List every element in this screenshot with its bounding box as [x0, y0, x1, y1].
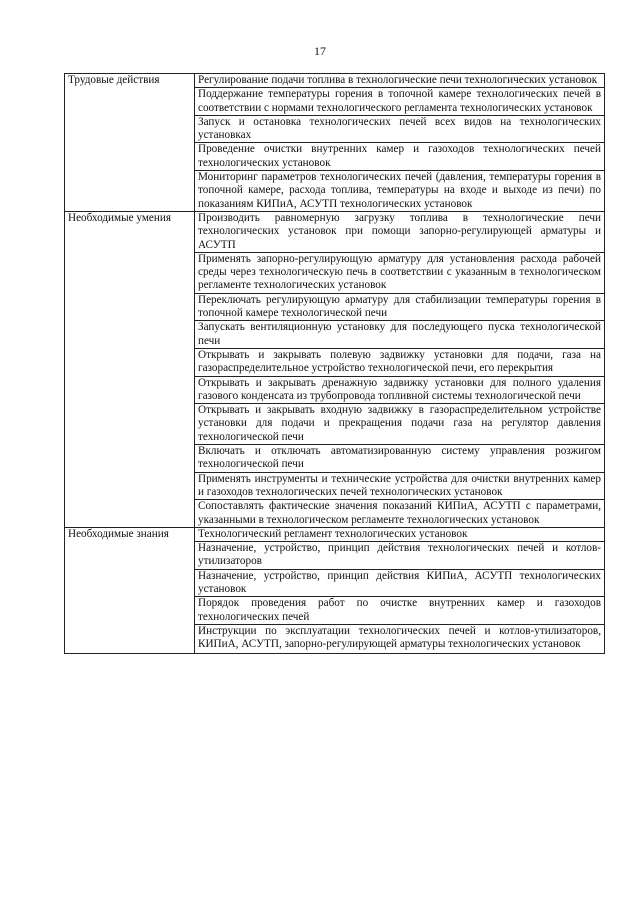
- table-cell: Открывать и закрывать полевую задвижку установки для подачи, газа на газораспределительное устройство технологической печи, его перекрытия: [195, 348, 605, 376]
- section-label-required-skills: Необходимые умения: [65, 211, 195, 527]
- table-cell: Открывать и закрывать входную задвижку в газораспределительном устройстве установки для подачи и прекращения подачи газа на регулятор давления технологической печи: [195, 404, 605, 445]
- table-row: [65, 527, 605, 541]
- table-cell: Инструкции по эксплуатации технологических печей и котлов-утилизаторов, КИПиА, АСУТП, запорно-регулирующей арматуры технологических установок: [195, 624, 605, 654]
- table-cell: Открывать и закрывать дренажную задвижку установки для полного удаления газового конденсата из трубопровода топливной системы технологической печи: [195, 376, 605, 404]
- competency-table: [64, 73, 605, 654]
- table-cell: Сопоставлять фактические значения показаний КИПиА, АСУТП с параметрами, указанными в технологическом регламенте технологических установок: [195, 500, 605, 528]
- table-cell: Мониторинг параметров технологических печей (давления, температуры горения в топочной камере, расхода топлива, температуры на входе и выходе из печи) по показаниям КИПиА, АСУТП технологических установок: [195, 171, 605, 212]
- table-cell: Проведение очистки внутренних камер и газоходов технологических печей технологических установок: [195, 143, 605, 171]
- table-cell: Запуск и остановка технологических печей всех видов на технологических установках: [195, 115, 605, 143]
- table-row: [65, 211, 605, 252]
- table-cell: Переключать регулирующую арматуру для стабилизации температуры горения в топочной камере технологической печи: [195, 293, 605, 321]
- table-cell: Порядок проведения работ по очистке внутренних камер и газоходов технологических печей: [195, 597, 605, 625]
- table-cell: Применять инструменты и технические устройства для очистки внутренних камер и газоходов технологических печей технологических установок: [195, 472, 605, 500]
- table-cell: Регулирование подачи топлива в технологические печи технологических установок: [195, 74, 605, 88]
- table-row: [65, 74, 605, 88]
- section-label-labor-actions: Трудовые действия: [65, 74, 195, 212]
- table-cell: Включать и отключать автоматизированную систему управления розжигом технологической печи: [195, 445, 605, 473]
- table-cell: Назначение, устройство, принцип действия КИПиА, АСУТП технологических установок: [195, 569, 605, 597]
- table-cell: Назначение, устройство, принцип действия технологических печей и котлов-утилизаторов: [195, 542, 605, 570]
- page-number: 17: [314, 44, 326, 58]
- table-cell: Применять запорно-регулирующую арматуру для установления расхода рабочей среды через технологическую печь в соответствии с указанным в технологическом регламенте технологических установок: [195, 252, 605, 293]
- section-label-required-knowledge: Необходимые знания: [65, 527, 195, 654]
- table-cell: Производить равномерную загрузку топлива в технологические печи технологических установок при помощи запорно-регулирующей арматуры и АСУТП: [195, 211, 605, 252]
- table-cell: Запускать вентиляционную установку для последующего пуска технологической печи: [195, 321, 605, 349]
- table-cell: Поддержание температуры горения в топочной камере технологических печей в соответствии с нормами технологического регламента технологических установок: [195, 88, 605, 116]
- table-cell: Технологический регламент технологических установок: [195, 527, 605, 541]
